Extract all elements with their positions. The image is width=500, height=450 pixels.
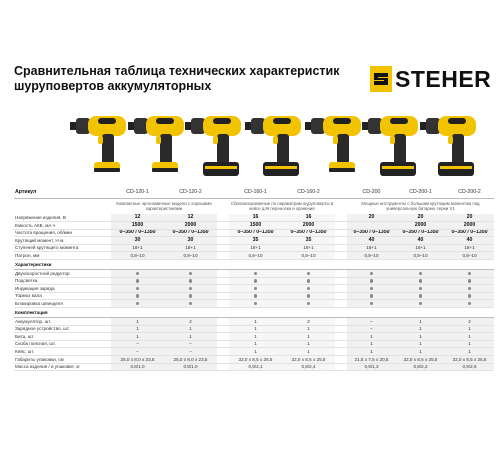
feature-dot-icon [254,279,257,282]
cell-feature_rows-cd-120-2 [164,285,217,293]
table-row [14,252,494,260]
cell-kit_rows-cd-160-2: 1 [282,325,335,333]
cell-dims_rows-cd-200: 21,5 x 7,5 x 20,5 [347,356,396,364]
brand-name: STEHER [395,66,492,92]
cell-kit_rows-cd-120-1: 1 [111,325,164,333]
cell-kit_rows-cd-120-2: 1 [164,333,217,341]
column-gap [335,333,347,341]
row-label: Масса изделия / в упаковке, кг [14,363,111,371]
cell-spec_rows-cd-160-2: 2000 [282,222,335,230]
cell-spec_rows-cd-120-1: 0,8–10 [111,252,164,260]
section-title: Комплектация [14,308,494,318]
cell-feature_rows-cd-160-1 [229,270,282,278]
feature-dot-icon [419,287,422,290]
model-cd-200-1: CD-200-1 [396,188,445,198]
feature-dot-icon [370,279,373,282]
cell-spec_rows-cd-160-1: 18+1 [229,244,282,252]
cell-spec_rows-cd-120-2: 18+1 [164,244,217,252]
feature-dot-icon [254,294,257,297]
cell-feature_rows-cd-120-1 [111,270,164,278]
column-gap [335,244,347,252]
column-gap [217,356,229,364]
table-row [14,244,494,252]
cell-kit_rows-cd-200-2: 2 [445,318,494,326]
cell-kit_rows-cd-200-1: 1 [396,318,445,326]
cell-spec_rows-cd-120-1: 0–350 / 0–1350 [111,229,164,237]
feature-dot-icon [136,294,139,297]
cell-feature_rows-cd-120-2 [164,300,217,308]
table-row [14,356,494,364]
row-label: Ступеней крутящего момента [14,244,111,252]
cell-spec_rows-cd-160-1: 1500 [229,222,282,230]
cell-feature_rows-cd-160-2 [282,277,335,285]
model-cd-200-2: CD-200-2 [445,188,494,198]
cell-feature_rows-cd-200-1 [396,270,445,278]
cell-dims_rows-cd-120-1: 0,8/1,0 [111,363,164,371]
cell-kit_rows-cd-200-1: 1 [396,333,445,341]
column-gap [217,333,229,341]
cell-dims_rows-cd-200-1: 0,9/2,2 [396,363,445,371]
cell-feature_rows-cd-120-1 [111,277,164,285]
feature-dot-icon [307,279,310,282]
cell-spec_rows-cd-200-2: 18+1 [445,244,494,252]
feature-dot-icon [370,272,373,275]
row-label: Бита, шт. [14,333,111,341]
cell-feature_rows-cd-120-1 [111,285,164,293]
feature-dot-icon [307,287,310,290]
cell-kit_rows-cd-120-1: 1 [111,318,164,326]
cell-feature_rows-cd-200-1 [396,285,445,293]
table-row [14,363,494,371]
cell-spec_rows-cd-200-2: 0,8–10 [445,252,494,260]
drills-illustration [0,108,500,188]
cell-kit_rows-cd-200-2: 1 [445,348,494,356]
cell-kit_rows-cd-160-2: 2 [282,318,335,326]
cell-spec_rows-cd-120-2: 30 [164,237,217,245]
column-gap [217,292,229,300]
article-label: Артикул [14,188,111,198]
feature-dot-icon [254,287,257,290]
row-label: Двухскоростной редуктор [14,270,111,278]
cell-spec_rows-cd-120-2: 2000 [164,222,217,230]
model-cd-120-1: CD-120-1 [111,188,164,198]
feature-dot-icon [136,302,139,305]
column-gap [335,252,347,260]
product-images [0,108,500,188]
column-gap [217,300,229,308]
cell-feature_rows-cd-200 [347,277,396,285]
cell-feature_rows-cd-200 [347,285,396,293]
feature-dot-icon [468,287,471,290]
spec-table [14,188,494,371]
drill-image-cd-120-1 [70,116,126,172]
column-gap [335,363,347,371]
cell-spec_rows-cd-160-2: 18+1 [282,244,335,252]
cell-spec_rows-cd-160-1: 0,8–10 [229,252,282,260]
model-cd-120-2: CD-120-2 [164,188,217,198]
feature-dot-icon [468,272,471,275]
cell-spec_rows-cd-200-1: 0,8–10 [396,252,445,260]
cell-feature_rows-cd-200-2 [445,300,494,308]
column-gap [217,252,229,260]
cell-feature_rows-cd-160-1 [229,277,282,285]
cell-kit_rows-cd-160-2: 1 [282,333,335,341]
column-gap [335,356,347,364]
column-gap [335,325,347,333]
row-label: Индикация заряда [14,285,111,293]
group-description-row [14,198,494,214]
row-label: Патрон, мм [14,252,111,260]
cell-kit_rows-cd-120-2: 1 [164,325,217,333]
cell-kit_rows-cd-200: 1 [347,333,396,341]
cell-spec_rows-cd-200-1: 2000 [396,222,445,230]
feature-dot-icon [370,302,373,305]
cell-spec_rows-cd-160-2: 16 [282,214,335,222]
cell-spec_rows-cd-120-2: 0,8–10 [164,252,217,260]
column-gap [217,285,229,293]
cell-spec_rows-cd-200-1: 40 [396,237,445,245]
feature-dot-icon [254,302,257,305]
cell-spec_rows-cd-160-1: 16 [229,214,282,222]
drill-image-cd-120-2 [128,116,184,172]
group-description-2: Сбалансированные по параметрам шуруповерты в кейсе для переноски и хранения [230,201,334,212]
cell-spec_rows-cd-160-2: 35 [282,237,335,245]
cell-feature_rows-cd-200 [347,270,396,278]
column-gap [217,188,229,198]
cell-kit_rows-cd-160-1: 1 [229,348,282,356]
cell-spec_rows-cd-200-2: 40 [445,237,494,245]
column-gap [335,292,347,300]
cell-spec_rows-cd-160-2: 0,8–10 [282,252,335,260]
cell-feature_rows-cd-200 [347,300,396,308]
feature-dot-icon [254,272,257,275]
column-gap [217,244,229,252]
cell-feature_rows-cd-120-2 [164,277,217,285]
row-label: Скоба поясная, шт. [14,340,111,348]
feature-dot-icon [307,302,310,305]
cell-spec_rows-cd-120-1: 1500 [111,222,164,230]
cell-spec_rows-cd-120-2: 0–350 / 0–1350 [164,229,217,237]
cell-spec_rows-cd-200-1: 20 [396,214,445,222]
cell-spec_rows-cd-160-2: 0–350 / 0–1350 [282,229,335,237]
cell-spec_rows-cd-200: 40 [347,237,396,245]
group-description-1: Компактные эргономичные модели с хорошими характеристиками [116,201,212,212]
row-label: Зарядное устройство, шт. [14,325,111,333]
table-row [14,333,494,341]
feature-dot-icon [136,279,139,282]
cell-spec_rows-cd-120-2: 12 [164,214,217,222]
description-label-empty [14,198,111,214]
cell-spec_rows-cd-200-1: 0–350 / 0–1350 [396,229,445,237]
feature-dot-icon [136,287,139,290]
feature-dot-icon [189,272,192,275]
cell-kit_rows-cd-120-1: 1 [111,333,164,341]
cell-feature_rows-cd-160-1 [229,300,282,308]
title-block [14,64,340,94]
feature-dot-icon [468,279,471,282]
cell-kit_rows-cd-160-2: 1 [282,340,335,348]
feature-dot-icon [370,287,373,290]
cell-spec_rows-cd-200 [347,222,396,230]
column-gap [335,222,347,230]
row-label: Аккумулятор, шт. [14,318,111,326]
cell-feature_rows-cd-200-2 [445,277,494,285]
model-cd-160-2: CD-160-2 [282,188,335,198]
cell-dims_rows-cd-200: 0,9/1,3 [347,363,396,371]
brand-logo [370,66,492,92]
feature-dot-icon [419,302,422,305]
cell-feature_rows-cd-200-2 [445,292,494,300]
cell-spec_rows-cd-200: 18+1 [347,244,396,252]
page-title-line-2: шуруповертов аккумуляторных [14,79,212,93]
column-gap [335,285,347,293]
cell-feature_rows-cd-200-2 [445,285,494,293]
cell-kit_rows-cd-200-1: 1 [396,348,445,356]
cell-spec_rows-cd-200: 0,8–10 [347,252,396,260]
cell-kit_rows-cd-200: 1 [347,348,396,356]
cell-kit_rows-cd-160-2: 1 [282,348,335,356]
cell-feature_rows-cd-200-1 [396,277,445,285]
cell-spec_rows-cd-200-1: 18+1 [396,244,445,252]
row-label: Тормоз вала [14,292,111,300]
column-gap [335,270,347,278]
cell-dims_rows-cd-200-2: 32,0 x 8,5 x 25,5 [445,356,494,364]
section-title: Характеристики [14,260,494,270]
cell-kit_rows-cd-120-2: – [164,340,217,348]
cell-feature_rows-cd-160-2 [282,292,335,300]
cell-kit_rows-cd-160-1: 1 [229,318,282,326]
table-row [14,237,494,245]
cell-spec_rows-cd-200: 20 [347,214,396,222]
column-gap [217,340,229,348]
cell-feature_rows-cd-160-2 [282,300,335,308]
column-gap [217,318,229,326]
feature-dot-icon [370,294,373,297]
drill-image-cd-200-1 [362,116,418,176]
row-label: Подсветка [14,277,111,285]
column-gap [335,214,347,222]
cell-spec_rows-cd-200-2: 20 [445,214,494,222]
cell-feature_rows-cd-160-2 [282,270,335,278]
column-gap [335,340,347,348]
cell-spec_rows-cd-200-2: 0–350 / 0–1350 [445,229,494,237]
feature-dot-icon [307,294,310,297]
article-row [14,188,494,198]
row-label: Напряжение изделия, В [14,214,111,222]
model-cd-160-1: CD-160-1 [229,188,282,198]
table-row [14,348,494,356]
column-gap [217,325,229,333]
feature-dot-icon [189,279,192,282]
feature-dot-icon [419,279,422,282]
column-gap [217,270,229,278]
cell-dims_rows-cd-160-1: 0,9/2,1 [229,363,282,371]
column-gap [335,277,347,285]
cell-dims_rows-cd-120-2: 25,0 x 8,0 x 23,5 [164,356,217,364]
cell-kit_rows-cd-120-2: – [164,348,217,356]
cell-dims_rows-cd-120-1: 25,0 x 8,0 x 23,5 [111,356,164,364]
table-row [14,277,494,285]
page-title-line-1: Сравнительная таблица технических характеристик [14,64,340,78]
table-row [14,300,494,308]
cell-kit_rows-cd-120-1: – [111,340,164,348]
cell-kit_rows-cd-120-1: – [111,348,164,356]
cell-feature_rows-cd-120-2 [164,292,217,300]
table-row [14,318,494,326]
column-gap [335,318,347,326]
cell-dims_rows-cd-160-1: 32,0 x 8,5 x 25,5 [229,356,282,364]
feature-dot-icon [189,287,192,290]
cell-kit_rows-cd-200: 1 [347,340,396,348]
feature-dot-icon [189,302,192,305]
column-gap [335,237,347,245]
cell-spec_rows-cd-200-2: 2000 [445,222,494,230]
cell-kit_rows-cd-200-2: 1 [445,340,494,348]
table-row [14,214,494,222]
column-gap [217,277,229,285]
feature-dot-icon [189,294,192,297]
cell-feature_rows-cd-200-2 [445,270,494,278]
cell-spec_rows-cd-160-1: 0–350 / 0–1350 [229,229,282,237]
drill-image-cd-160-2 [245,116,301,176]
cell-kit_rows-cd-160-1: 1 [229,340,282,348]
cell-kit_rows-cd-200-1: 1 [396,325,445,333]
feature-dot-icon [468,302,471,305]
feature-dot-icon [136,272,139,275]
cell-feature_rows-cd-120-1 [111,292,164,300]
cell-kit_rows-cd-200-2: 1 [445,325,494,333]
column-gap [335,300,347,308]
cell-feature_rows-cd-160-2 [282,285,335,293]
row-label: Габариты упаковки, см [14,356,111,364]
table-row [14,285,494,293]
cell-feature_rows-cd-200-1 [396,300,445,308]
group-description-3: Мощные инструменты с большим крутящим моментом под универсальную батарею серии V1 [361,201,480,212]
column-gap [335,229,347,237]
section-header-kit_rows [14,308,494,318]
table-row [14,270,494,278]
column-gap [217,363,229,371]
row-label: Блокировка шпинделя [14,300,111,308]
table-row [14,292,494,300]
cell-spec_rows-cd-200: 0–350 / 0–1350 [347,229,396,237]
cell-kit_rows-cd-200-1: 1 [396,340,445,348]
drill-image-cd-160-1 [185,116,241,176]
cell-kit_rows-cd-200-2: 1 [445,333,494,341]
column-gap [217,222,229,230]
column-gap [335,198,347,214]
table-row [14,325,494,333]
column-gap [217,198,229,214]
feature-dot-icon [419,272,422,275]
cell-feature_rows-cd-120-2 [164,270,217,278]
column-gap [217,214,229,222]
cell-spec_rows-cd-120-1: 12 [111,214,164,222]
cell-kit_rows-cd-160-1: 1 [229,325,282,333]
cell-dims_rows-cd-200-2: 0,9/2,5 [445,363,494,371]
column-gap [217,348,229,356]
row-label: Крутящий момент, Н·м [14,237,111,245]
cell-feature_rows-cd-160-1 [229,292,282,300]
column-gap [217,237,229,245]
cell-kit_rows-cd-120-2: 2 [164,318,217,326]
feature-dot-icon [419,294,422,297]
feature-dot-icon [468,294,471,297]
cell-feature_rows-cd-200 [347,292,396,300]
row-label: Частота вращения, об/мин [14,229,111,237]
drill-image-cd-200 [305,116,361,172]
cell-spec_rows-cd-120-1: 30 [111,237,164,245]
cell-kit_rows-cd-200: – [347,318,396,326]
cell-feature_rows-cd-160-1 [229,285,282,293]
row-label: Кейс, шт. [14,348,111,356]
cell-dims_rows-cd-120-2: 0,8/1,0 [164,363,217,371]
table-row [14,229,494,237]
cell-feature_rows-cd-120-1 [111,300,164,308]
cell-dims_rows-cd-160-2: 32,0 x 8,5 x 25,5 [282,356,335,364]
cell-dims_rows-cd-160-2: 0,9/2,4 [282,363,335,371]
cell-spec_rows-cd-160-1: 35 [229,237,282,245]
cell-spec_rows-cd-120-1: 18+1 [111,244,164,252]
column-gap [335,188,347,198]
table-row [14,222,494,230]
cell-kit_rows-cd-200: – [347,325,396,333]
column-gap [217,229,229,237]
drill-image-cd-200-2 [420,116,476,176]
cell-feature_rows-cd-200-1 [396,292,445,300]
cell-kit_rows-cd-160-1: 1 [229,333,282,341]
section-header-feature_rows [14,260,494,270]
row-label: Емкость АКБ, мА·ч [14,222,111,230]
column-gap [335,348,347,356]
feature-dot-icon [307,272,310,275]
cell-dims_rows-cd-200-1: 32,0 x 8,5 x 25,5 [396,356,445,364]
table-row [14,340,494,348]
brand-mark-icon [370,66,392,92]
model-cd-200: CD-200 [347,188,396,198]
